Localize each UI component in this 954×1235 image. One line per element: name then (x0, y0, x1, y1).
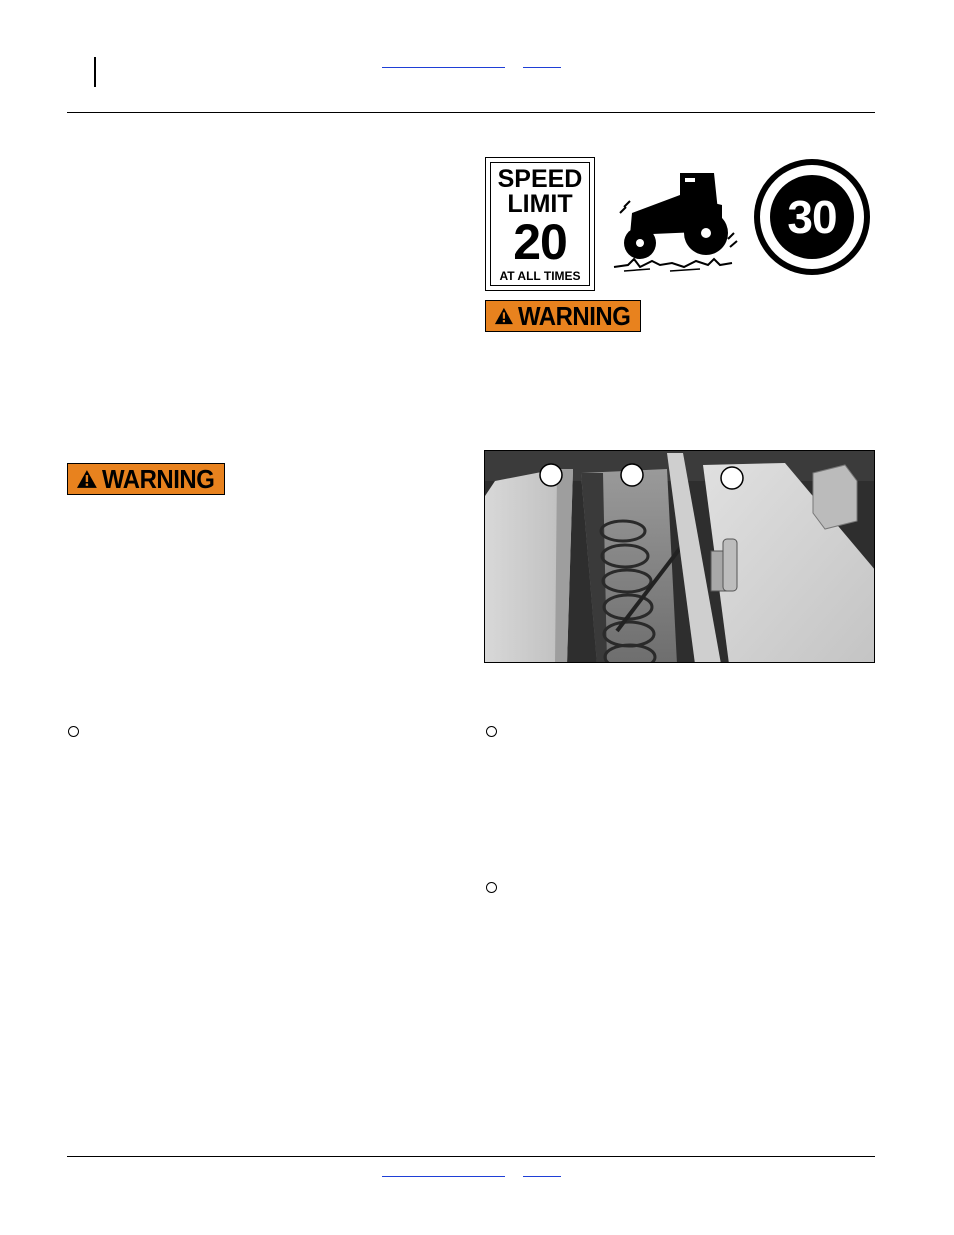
warning-label-left-text: WARNING (101, 463, 215, 494)
speed-sign-line4: AT ALL TIMES (499, 269, 581, 283)
round-speed-sign (754, 159, 870, 275)
warning-label-right-text: WARNING (517, 300, 631, 331)
header-link-2[interactable] (523, 67, 561, 68)
header-link-1[interactable] (382, 67, 505, 68)
callout-circle-left (68, 726, 79, 737)
warning-label-left (67, 463, 225, 495)
warning-triangle-icon (494, 306, 514, 326)
round-sign-number: 30 (787, 191, 837, 243)
speed-sign-line1: SPEED (497, 165, 583, 193)
footer-rule (67, 1156, 875, 1157)
warning-label-right (485, 300, 641, 332)
callout-circle-right-1 (486, 726, 497, 737)
callout-circle-right-2 (486, 882, 497, 893)
seed-box-photo (484, 450, 875, 663)
speed-sign-line2: LIMIT (507, 190, 573, 218)
footer-link-1[interactable] (382, 1176, 505, 1177)
warning-triangle-icon (76, 469, 98, 489)
tractor-bouncing-icon (610, 165, 740, 275)
header-vertical-bar (94, 57, 96, 87)
footer-link-2[interactable] (523, 1176, 561, 1177)
speed-limit-sign (485, 157, 595, 291)
speed-sign-number: 20 (513, 214, 567, 270)
header-rule (67, 112, 875, 113)
